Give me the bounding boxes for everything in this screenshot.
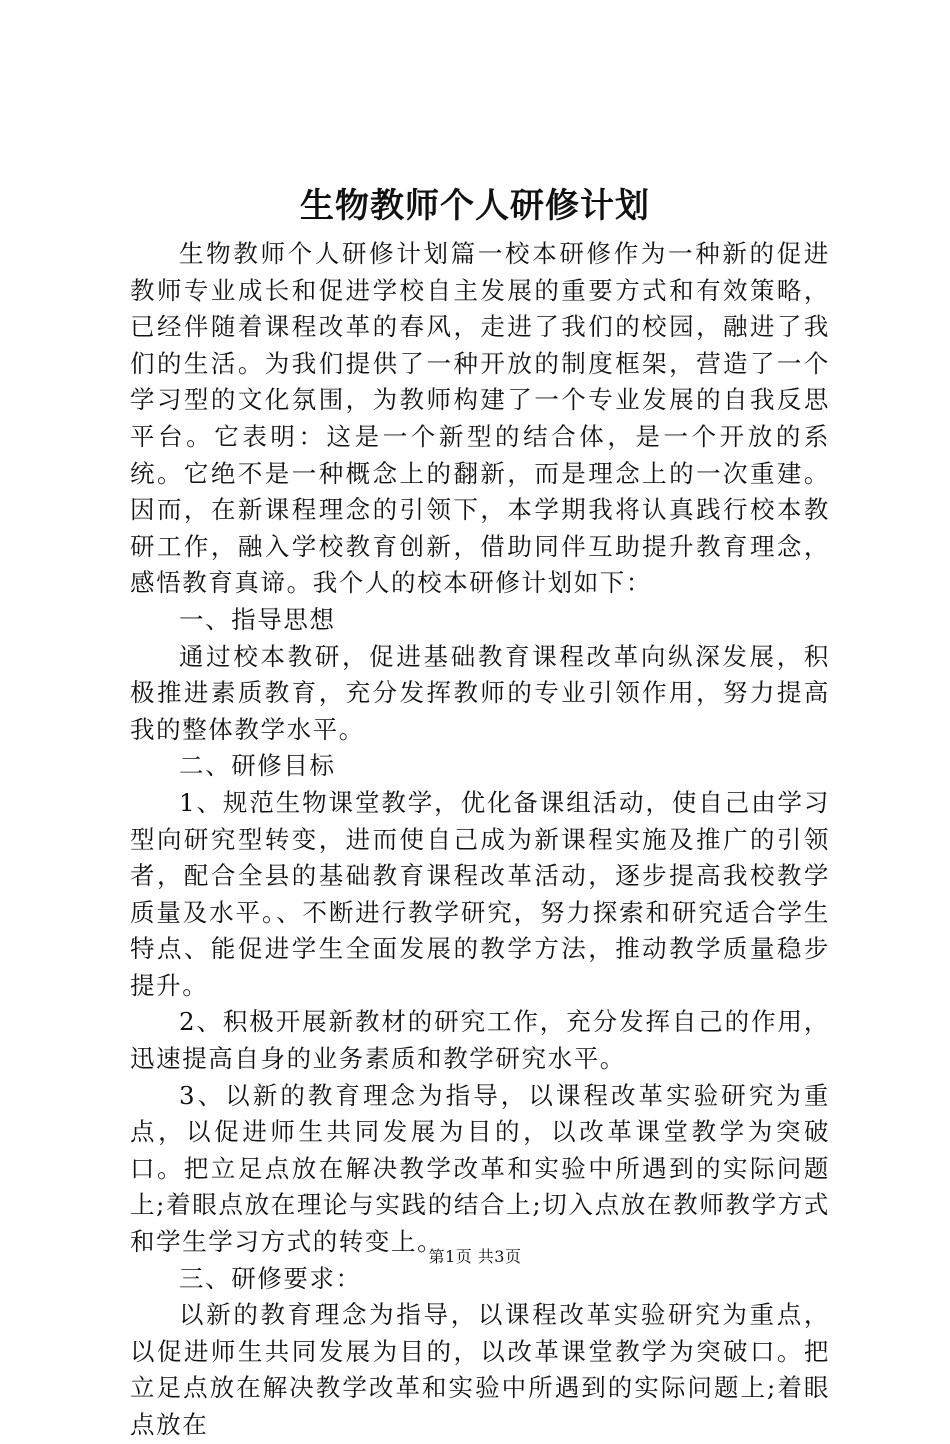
page-footer: 第1页 共3页	[428, 1247, 522, 1266]
section-heading-requirements: 三、研修要求：	[179, 1263, 362, 1293]
section-heading-guiding-thought: 一、指导思想	[179, 604, 336, 634]
goal-item-1: 1、规范生物课堂教学，优化备课组活动，使自己由学习型向研究型转变，进而使自己成为新课程实施及推广的引领者，配合全县的基础教育课程改革活动，逐步提高我校教学质量及水平。、不断进行教学研究，努力探索和研究适合学生特点、能促进学生全面发展的教学方法，推动教学质量稳步提升。	[130, 787, 830, 1000]
goal-item-3: 3、以新的教育理念为指导，以课程改革实验研究为重点，以促进师生共同发展为目的，以改革课堂教学为突破口。把立足点放在解决教学改革和实验中所遇到的实际问题上;着眼点放在理论与实践的结合上;切入点放在教师教学方式和学生学习方式的转变上。	[130, 1080, 830, 1257]
intro-paragraph: 生物教师个人研修计划篇一校本研修作为一种新的促进教师专业成长和促进学校自主发展的重要方式和有效策略，已经伴随着课程改革的春风，走进了我们的校园，融进了我们的生活。为我们提供了一种开放的制度框架，营造了一个学习型的文化氛围，为教师构建了一个专业发展的自我反思平台。它表明：这是一个新型的结合体，是一个开放的系统。它绝不是一种概念上的翻新，而是理念上的一次重建。因而，在新课程理念的引领下，本学期我将认真践行校本教研工作，融入学校教育创新，借助同伴互助提升教育理念，感悟教育真谛。我个人的校本研修计划如下：	[130, 239, 830, 598]
requirements-paragraph: 以新的教育理念为指导，以课程改革实验研究为重点，以促进师生共同发展为目的，以改革课堂教学为突破口。把立足点放在解决教学改革和实验中所遇到的实际问题上;着眼点放在	[130, 1300, 830, 1439]
document-title: 生物教师个人研修计划	[300, 186, 650, 226]
section-heading-study-goals: 二、研修目标	[179, 751, 336, 781]
guiding-thought-paragraph: 通过校本教研，促进基础教育课程改革向纵深发展，积极推进素质教育，充分发挥教师的专业引领作用，努力提高我的整体教学水平。	[130, 641, 830, 744]
goal-item-2: 2、积极开展新教材的研究工作，充分发挥自己的作用，迅速提高自身的业务素质和教学研究水平。	[130, 1007, 830, 1074]
